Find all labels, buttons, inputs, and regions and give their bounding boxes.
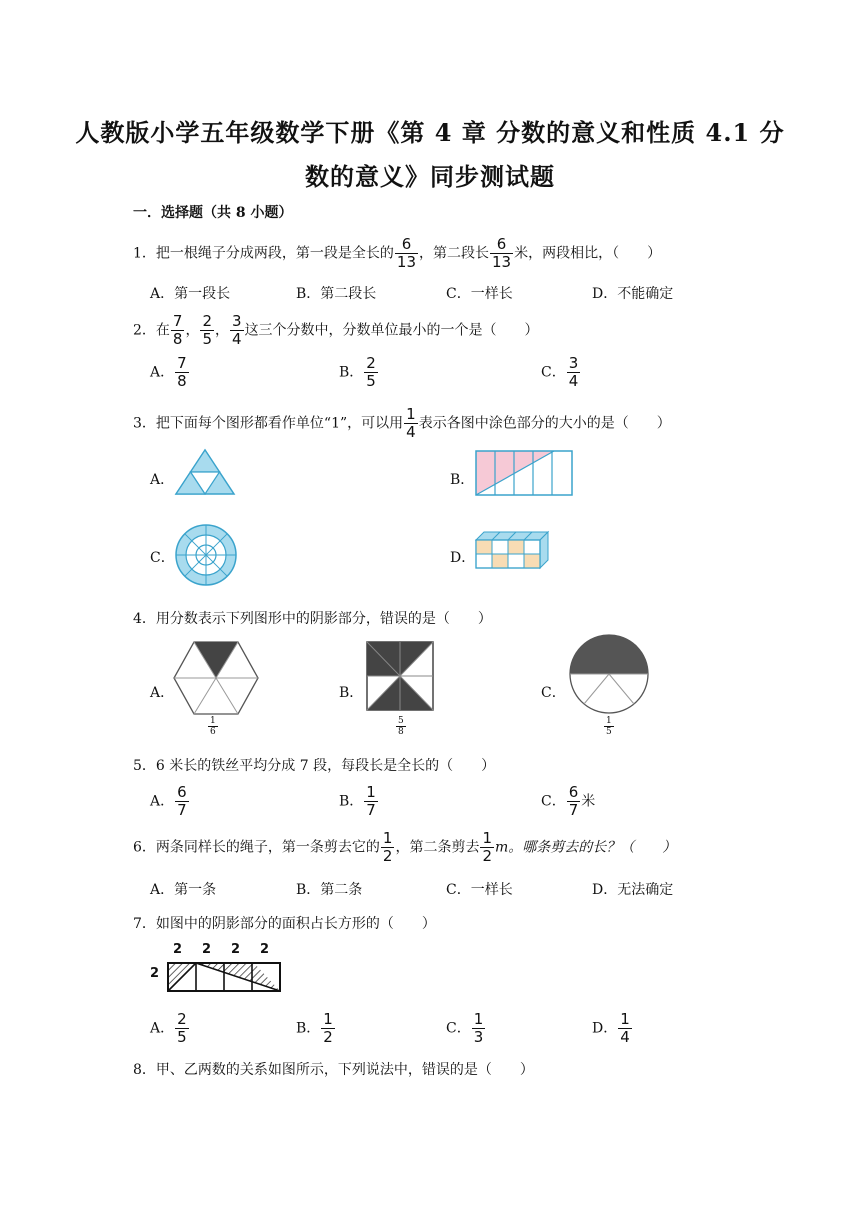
q4-caption-b bbox=[395, 716, 407, 737]
q4-figure-a-hexagon bbox=[172, 640, 260, 716]
q2-option-a bbox=[150, 355, 190, 390]
denominator: 13 bbox=[396, 253, 417, 271]
q4-text: 用分数表示下列图形中的阴影部分，错误的是（ ） bbox=[155, 611, 492, 627]
q3-figure-c-circle bbox=[174, 523, 238, 587]
denominator: 13 bbox=[492, 253, 512, 271]
q7-figure bbox=[150, 942, 290, 998]
q1-number: 1． bbox=[133, 245, 156, 262]
q7-text: 如图中的阴影部分的面积占长方形的（ ） bbox=[155, 916, 436, 932]
q3-fraction bbox=[404, 406, 418, 441]
denominator: 4 bbox=[406, 423, 416, 441]
q6-text-2: ，第二条剪去 bbox=[395, 839, 480, 856]
option-label: A． bbox=[150, 1020, 175, 1037]
numerator: 7 bbox=[177, 354, 187, 372]
q6-fraction-1 bbox=[381, 830, 395, 865]
option-fraction bbox=[175, 355, 189, 390]
numerator: 1 bbox=[210, 716, 216, 726]
numerator: 3 bbox=[568, 354, 579, 372]
caption-fraction bbox=[396, 716, 406, 737]
q7-option-a bbox=[150, 1011, 190, 1046]
q7-top-label: 2 bbox=[260, 942, 270, 957]
option-label: C． bbox=[541, 364, 566, 381]
question-7 bbox=[133, 913, 436, 933]
q3-option-a-label: A． bbox=[150, 472, 175, 488]
q5-number: 5． bbox=[133, 758, 156, 774]
option-label: B． bbox=[296, 1020, 321, 1037]
q7-left-label: 2 bbox=[150, 966, 160, 981]
page-title-line1: 人教版小学五年级数学下册《第 4 章 分数的意义和性质 4.1 分 bbox=[75, 118, 785, 147]
option-fraction bbox=[364, 355, 378, 390]
q3-option-c-label: C． bbox=[150, 550, 175, 566]
q1-fraction-1 bbox=[395, 236, 418, 271]
question-1 bbox=[133, 236, 661, 271]
q6-fraction-2 bbox=[480, 830, 494, 865]
numerator: 7 bbox=[172, 312, 183, 330]
option-label: C． bbox=[446, 1020, 471, 1037]
q2-fraction-3 bbox=[230, 313, 244, 348]
q6-text-3: m。哪条剪去的长？（ ） bbox=[495, 839, 677, 856]
option-fraction bbox=[321, 1011, 335, 1046]
q4-figure-b-square bbox=[365, 640, 435, 712]
q1-text-2: ，第二段长 bbox=[419, 245, 490, 262]
option-label: C． bbox=[541, 793, 566, 810]
q3-option-d-label: D． bbox=[450, 550, 476, 566]
q7-option-b bbox=[296, 1011, 336, 1046]
q6-option-c: C．一样长 bbox=[446, 882, 513, 898]
question-4 bbox=[133, 608, 492, 628]
q2-sep-1: ， bbox=[185, 322, 200, 339]
q1-option-a: A．第一段长 bbox=[150, 286, 231, 302]
q7-top-label: 2 bbox=[231, 942, 241, 957]
denominator: 2 bbox=[323, 1028, 333, 1046]
q6-option-a: A．第一条 bbox=[150, 882, 217, 898]
q2-fraction-1 bbox=[171, 313, 185, 348]
q4-option-c-label: C． bbox=[541, 685, 566, 701]
q3-figure-a-triangle bbox=[174, 448, 236, 496]
option-suffix: 米 bbox=[581, 793, 596, 810]
q4-caption-c bbox=[603, 716, 615, 737]
q3-text-2: 表示各图中涂色部分的大小的是（ ） bbox=[418, 415, 671, 432]
q3-figure-b-rectangle bbox=[474, 449, 574, 497]
q5-option-b bbox=[339, 784, 379, 819]
option-label: B． bbox=[339, 793, 364, 810]
option-fraction bbox=[567, 355, 581, 390]
q2-text-2: 这三个分数中，分数单位最小的一个是（ ） bbox=[244, 322, 539, 339]
question-8 bbox=[133, 1059, 534, 1079]
q4-option-a-label: A． bbox=[150, 685, 175, 701]
q3-option-b-label: B． bbox=[450, 472, 475, 488]
denominator: 7 bbox=[366, 801, 376, 819]
denominator: 5 bbox=[366, 372, 376, 390]
q6-text-1: 两条同样长的绳子，第一条剪去它的 bbox=[155, 839, 380, 856]
q2-text-1: 在 bbox=[155, 322, 170, 339]
numerator: 6 bbox=[401, 235, 412, 253]
q5-option-c bbox=[541, 784, 595, 819]
question-5 bbox=[133, 755, 495, 775]
q4-number: 4． bbox=[133, 611, 156, 627]
option-fraction bbox=[175, 784, 189, 819]
page-title-line2: 数的意义》同步测试题 bbox=[305, 162, 555, 191]
denominator: 5 bbox=[177, 1028, 187, 1046]
denominator: 4 bbox=[620, 1028, 630, 1046]
option-label: A． bbox=[150, 793, 175, 810]
q2-fraction-2 bbox=[200, 313, 214, 348]
q7-option-d bbox=[592, 1011, 633, 1046]
q3-figure-d-cubes bbox=[474, 530, 550, 574]
numerator: 2 bbox=[202, 312, 213, 330]
option-label: D． bbox=[592, 1020, 618, 1037]
denominator: 3 bbox=[473, 1028, 484, 1046]
numerator: 1 bbox=[382, 829, 393, 847]
q6-option-d: D．无法确定 bbox=[592, 882, 674, 898]
q7-number: 7． bbox=[133, 916, 156, 932]
denominator: 7 bbox=[568, 801, 579, 819]
numerator: 1 bbox=[366, 783, 376, 801]
q8-text: 甲、乙两数的关系如图所示，下列说法中，错误的是（ ） bbox=[155, 1062, 534, 1078]
q7-option-c bbox=[446, 1011, 486, 1046]
q7-rectangle-diagram bbox=[164, 960, 284, 996]
q1-text-1: 把一根绳子分成两段，第一段是全长的 bbox=[155, 245, 394, 262]
numerator: 2 bbox=[177, 1010, 187, 1028]
q1-option-b: B．第二段长 bbox=[296, 286, 377, 302]
numerator: 1 bbox=[620, 1010, 630, 1028]
option-label: B． bbox=[339, 364, 364, 381]
q1-option-c: C．一样长 bbox=[446, 286, 513, 302]
option-label: A． bbox=[150, 364, 175, 381]
section-heading: 一．选择题（共 8 小题） bbox=[133, 205, 293, 221]
denominator: 5 bbox=[606, 727, 612, 737]
numerator: 6 bbox=[568, 783, 579, 801]
option-fraction bbox=[472, 1011, 486, 1046]
denominator: 4 bbox=[568, 372, 579, 390]
caption-fraction bbox=[208, 716, 218, 737]
q4-caption-a bbox=[207, 716, 219, 737]
q3-number: 3． bbox=[133, 415, 156, 432]
q2-number: 2． bbox=[133, 322, 156, 339]
caption-fraction bbox=[604, 716, 614, 737]
denominator: 8 bbox=[177, 372, 187, 390]
q1-fraction-2 bbox=[490, 236, 513, 271]
numerator: 3 bbox=[232, 312, 242, 330]
q6-option-b: B．第二条 bbox=[296, 882, 363, 898]
option-fraction bbox=[175, 1011, 189, 1046]
question-6 bbox=[133, 830, 676, 865]
numerator: 1 bbox=[406, 405, 416, 423]
numerator: 6 bbox=[496, 235, 507, 253]
numerator: 1 bbox=[473, 1010, 484, 1028]
question-3 bbox=[133, 406, 671, 441]
denominator: 4 bbox=[232, 330, 242, 348]
q3-text-1: 把下面每个图形都看作单位“1”，可以用 bbox=[155, 415, 404, 432]
denominator: 8 bbox=[398, 727, 404, 737]
q5-text: 6 米长的铁丝平均分成 7 段，每段长是全长的（ ） bbox=[155, 758, 496, 774]
q8-number: 8． bbox=[133, 1062, 156, 1078]
option-fraction bbox=[364, 784, 378, 819]
numerator: 5 bbox=[398, 716, 404, 726]
denominator: 7 bbox=[177, 801, 187, 819]
q4-option-b-label: B． bbox=[339, 685, 364, 701]
option-fraction bbox=[618, 1011, 632, 1046]
q2-sep-2: ， bbox=[215, 322, 230, 339]
numerator: 1 bbox=[482, 829, 493, 847]
q7-top-label: 2 bbox=[202, 942, 212, 957]
denominator: 2 bbox=[382, 847, 393, 865]
numerator: 6 bbox=[177, 783, 187, 801]
q2-option-b bbox=[339, 355, 379, 390]
numerator: 1 bbox=[323, 1010, 333, 1028]
q1-text-3: 米，两段相比，（ ） bbox=[514, 245, 662, 262]
q1-option-d: D．不能确定 bbox=[592, 286, 674, 302]
q6-number: 6． bbox=[133, 839, 156, 856]
denominator: 8 bbox=[172, 330, 183, 348]
numerator: 1 bbox=[606, 716, 612, 726]
question-2 bbox=[133, 313, 539, 348]
q2-option-c bbox=[541, 355, 581, 390]
option-fraction bbox=[567, 784, 581, 819]
denominator: 2 bbox=[482, 847, 493, 865]
denominator: 5 bbox=[202, 330, 213, 348]
denominator: 6 bbox=[210, 727, 216, 737]
q7-top-label: 2 bbox=[173, 942, 183, 957]
numerator: 2 bbox=[366, 354, 376, 372]
q5-option-a bbox=[150, 784, 190, 819]
q4-figure-c-circle bbox=[568, 633, 650, 715]
